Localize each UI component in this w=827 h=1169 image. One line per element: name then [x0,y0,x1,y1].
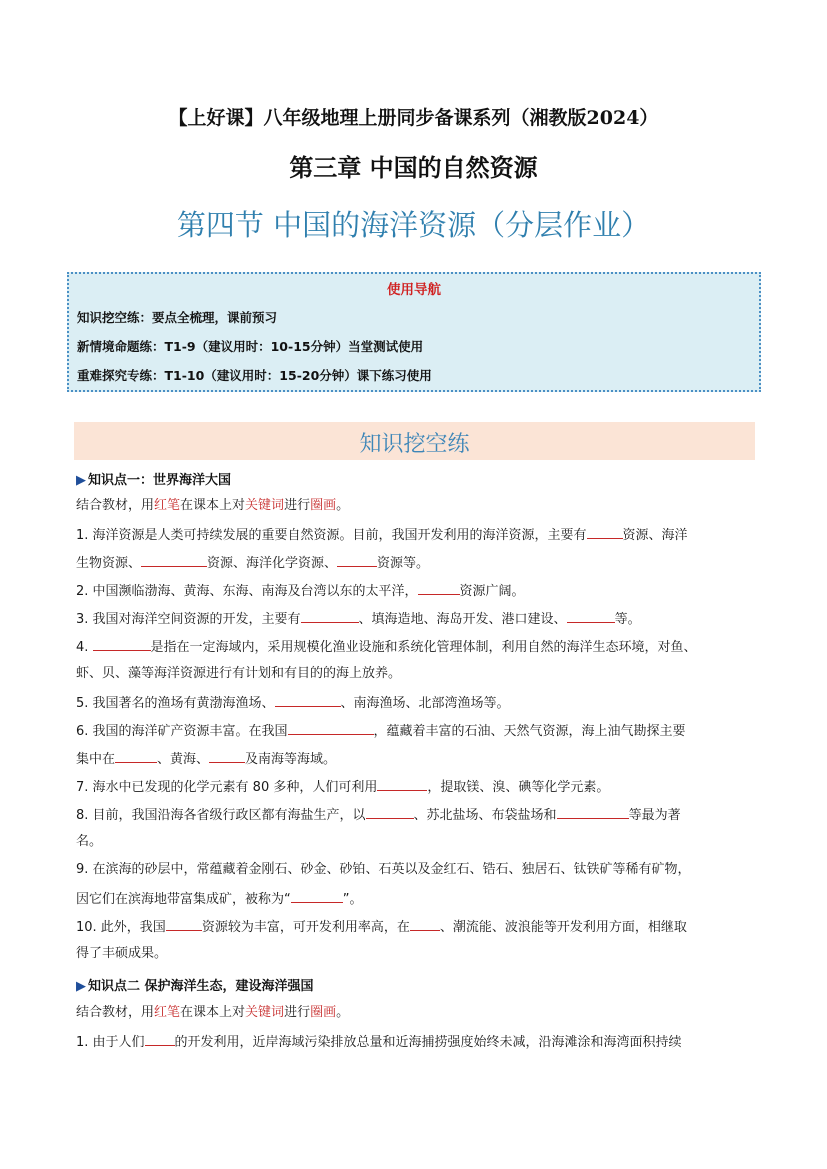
answer-blank[interactable] [301,608,359,623]
kp2-question-1: 1. 由于人们 的开发利用，近岸海域污染排放总量和近海捕捞强度始终未减，沿海滩涂和海湾面积持续 [76,1031,756,1053]
answer-blank[interactable] [366,804,414,819]
answer-blank[interactable] [557,804,629,819]
answer-blank[interactable] [209,748,245,763]
answer-blank[interactable] [377,776,427,791]
kp2-title: 知识点二 保护海洋生态，建设海洋强国 [88,979,314,994]
question-4-cont: 虾、贝、藻等海洋资源进行有计划和有目的的海上放养。 [76,666,402,681]
answer-blank[interactable] [275,692,341,707]
guide-line-1: 知识挖空练：要点全梳理，课前预习 [77,310,278,325]
question-4: 4. 是指在一定海域内，采用规模化渔业设施和系统化管理体制，利用自然的海洋生态环境，对鱼、 [76,636,756,658]
answer-blank[interactable] [115,748,157,763]
guide-line-2: 新情境命题练：T1-9（建议用时：10-15分钟）当堂测试使用 [77,339,424,354]
knowledge-point-1-heading [76,469,231,488]
question-1-cont: 生物资源、 资源、海洋化学资源、 资源等。 [76,552,756,574]
question-10-cont: 得了丰硕成果。 [76,946,168,961]
answer-blank[interactable] [410,916,440,931]
answer-blank[interactable] [141,552,207,567]
banner-title: 知识挖空练 [359,432,470,457]
answer-blank[interactable] [166,916,202,931]
question-6-cont: 集中在 、黄海、 及南海等海域。 [76,748,756,770]
answer-blank[interactable] [567,608,615,623]
question-3: 3. 我国对海洋空间资源的开发，主要有 、填海造地、海岛开发、港口建设、 等。 [76,608,756,630]
answer-blank[interactable] [337,552,377,567]
question-9-cont: 因它们在滨海地带富集成矿，被称为“ ”。 [76,888,756,910]
question-10: 10. 此外，我国 资源较为丰富，可开发利用率高，在 、潮流能、波浪能等开发利用方面，相继取 [76,916,756,938]
question-8-cont: 名。 [76,834,103,849]
answer-blank[interactable] [93,636,151,651]
question-7: 7. 海水中已发现的化学元素有 80 多种，人们可利用 ，提取镁、溴、碘等化学元素。 [76,776,756,798]
answer-blank[interactable] [288,720,374,735]
question-1: 1. 海洋资源是人类可持续发展的重要自然资源。目前，我国开发利用的海洋资源，主要有 资源、海洋 [76,524,756,546]
question-2: 2. 中国濒临渤海、黄海、东海、南海及台湾以东的太平洋， 资源广阔。 [76,580,756,602]
answer-blank[interactable] [418,580,460,595]
kp1-title: 知识点一：世界海洋大国 [88,473,232,488]
usage-guide-title: 使用导航 [387,282,441,298]
triangle-right-icon: ▶ [76,473,86,488]
guide-line-3: 重难探究专练：T1-10（建议用时：15-20分钟）课下练习使用 [77,368,432,383]
answer-blank[interactable] [291,888,343,903]
section-title: 第四节 中国的海洋资源（分层作业） [176,208,651,242]
answer-blank[interactable] [145,1031,175,1046]
answer-blank[interactable] [587,524,623,539]
series-title: 【上好课】八年级地理上册同步备课系列（湘教版2024） [168,107,659,129]
knowledge-point-2-heading [76,975,314,994]
question-5: 5. 我国著名的渔场有黄渤海渔场、 、南海渔场、北部湾渔场等。 [76,692,756,714]
question-8: 8. 目前，我国沿海各省级行政区都有海盐生产，以 、苏北盐场、布袋盐场和 等最为著 [76,804,756,826]
triangle-right-icon: ▶ [76,979,86,994]
question-6: 6. 我国的海洋矿产资源丰富。在我国 ，蕴藏着丰富的石油、天然气资源，海上油气勘探主要 [76,720,756,742]
section-banner [74,422,755,460]
chapter-title: 第三章 中国的自然资源 [289,154,538,182]
question-9: 9. 在滨海的砂层中，常蕴藏着金刚石、砂金、砂铂、石英以及金红石、锆石、独居石、钛铁矿等稀有矿物， [76,862,691,877]
kp1-instruction: 结合教材，用红笔在课本上对关键词进行圈画。 [76,498,350,513]
kp2-instruction: 结合教材，用红笔在课本上对关键词进行圈画。 [76,1005,350,1020]
usage-guide-box [67,272,761,392]
